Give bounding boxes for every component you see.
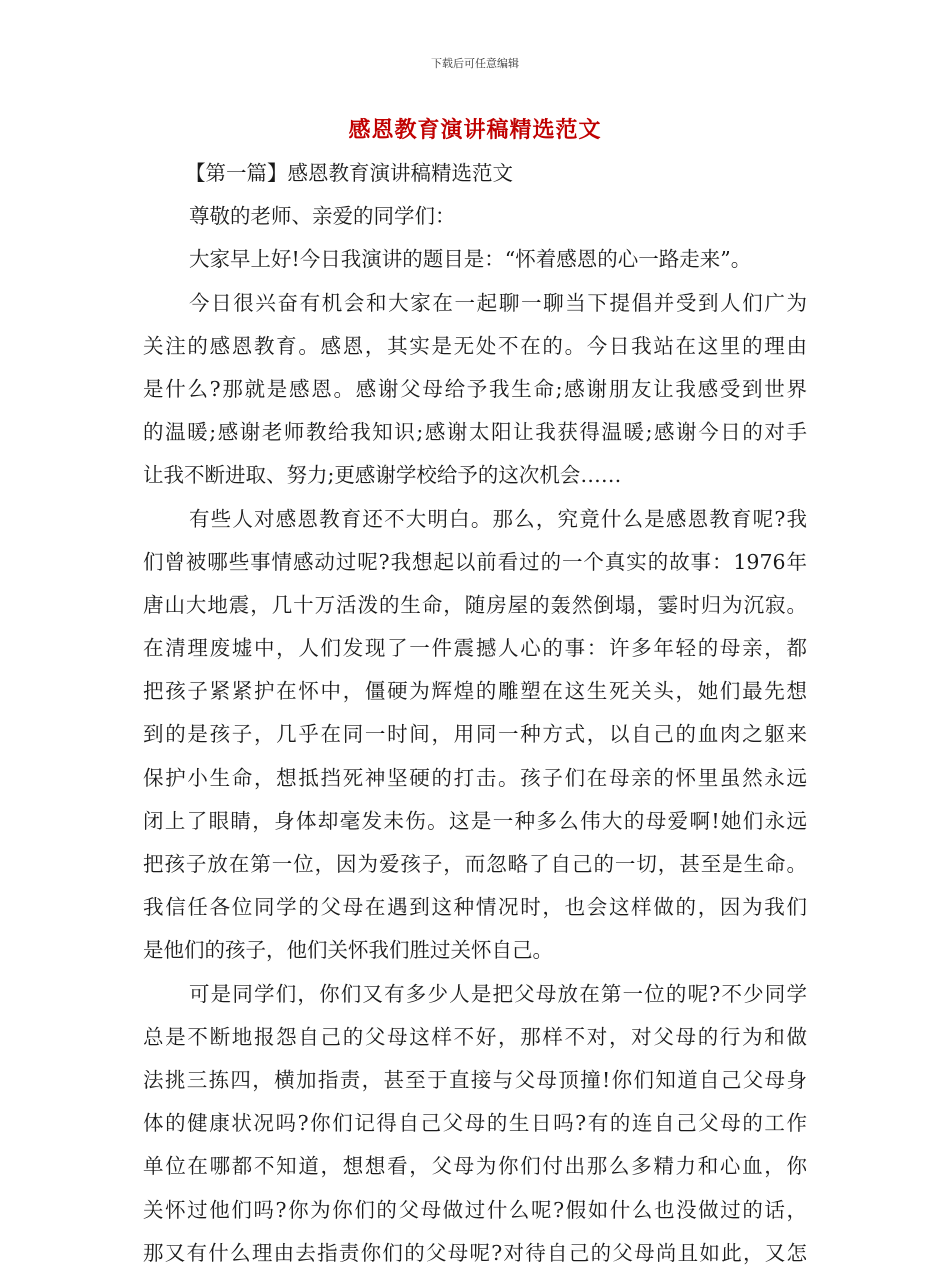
download-note: 下载后可任意编辑: [431, 57, 519, 70]
body-line: 让我不断进取、努力;更感谢学校给予的这次机会……: [143, 463, 622, 488]
body-line: 关注的感恩教育。感恩，其实是无处不在的。今日我站在这里的理由: [143, 333, 807, 358]
body-line: 到的是孩子，几乎在同一时间，用同一种方式，以自己的血肉之躯来: [143, 722, 807, 747]
body-line: 在清理废墟中，人们发现了一件震撼人心的事：许多年轻的母亲，都: [143, 636, 807, 661]
body-line: 是他们的孩子，他们关怀我们胜过关怀自己。: [143, 938, 553, 963]
body-line: 闭上了眼睛，身体却毫发未伤。这是一种多么伟大的母爱啊!她们永远: [143, 808, 807, 833]
body-line: 唐山大地震，几十万活泼的生命，随房屋的轰然倒塌，霎时归为沉寂。: [143, 592, 807, 617]
document-body: [143, 152, 807, 1275]
body-line: 体的健康状况吗?你们记得自己父母的生日吗?有的连自己父母的工作: [143, 1111, 807, 1136]
body-line: 是什么?那就是感恩。感谢父母给予我生命;感谢朋友让我感受到世界: [143, 376, 807, 401]
body-line: 单位在哪都不知道，想想看，父母为你们付出那么多精力和心血，你: [143, 1154, 807, 1179]
document-title: 感恩教育演讲稿精选范文: [348, 117, 602, 143]
body-line: 尊敬的老师、亲爱的同学们：: [189, 204, 456, 229]
body-line: 关怀过他们吗?你为你们的父母做过什么呢?假如什么也没做过的话，: [143, 1197, 807, 1222]
body-line: 今日很兴奋有机会和大家在一起聊一聊当下提倡并受到人们广为: [189, 290, 807, 315]
body-line: 法挑三拣四，横加指责，甚至于直接与父母顶撞!你们知道自己父母身: [143, 1067, 807, 1092]
body-line: 保护小生命，想抵挡死神坚硬的打击。孩子们在母亲的怀里虽然永远: [143, 765, 807, 790]
body-line: 的温暖;感谢老师教给我知识;感谢太阳让我获得温暖;感谢今日的对手: [143, 420, 807, 445]
body-line: 有些人对感恩教育还不大明白。那么，究竟什么是感恩教育呢?我: [189, 506, 807, 531]
body-line: 把孩子紧紧护在怀中，僵硬为辉煌的雕塑在这生死关头，她们最先想: [143, 679, 807, 704]
body-line: 我信任各位同学的父母在遇到这种情况时，也会这样做的，因为我们: [143, 895, 807, 920]
body-line: 总是不断地报怨自己的父母这样不好，那样不对，对父母的行为和做: [143, 1024, 807, 1049]
body-line: 大家早上好!今日我演讲的题目是：“怀着感恩的心一路走来”。: [189, 247, 752, 272]
body-line: 可是同学们，你们又有多少人是把父母放在第一位的呢?不少同学: [189, 981, 807, 1006]
body-line: 【第一篇】感恩教育演讲稿精选范文: [185, 161, 513, 185]
body-line: 把孩子放在第一位，因为爱孩子，而忽略了自己的一切，甚至是生命。: [143, 852, 807, 876]
body-line: 们曾被哪些事情感动过呢?我想起以前看过的一个真实的故事：1976年: [143, 549, 807, 574]
body-line: 那又有什么理由去指责你们的父母呢?对待自己的父母尚且如此，又怎: [143, 1240, 807, 1265]
